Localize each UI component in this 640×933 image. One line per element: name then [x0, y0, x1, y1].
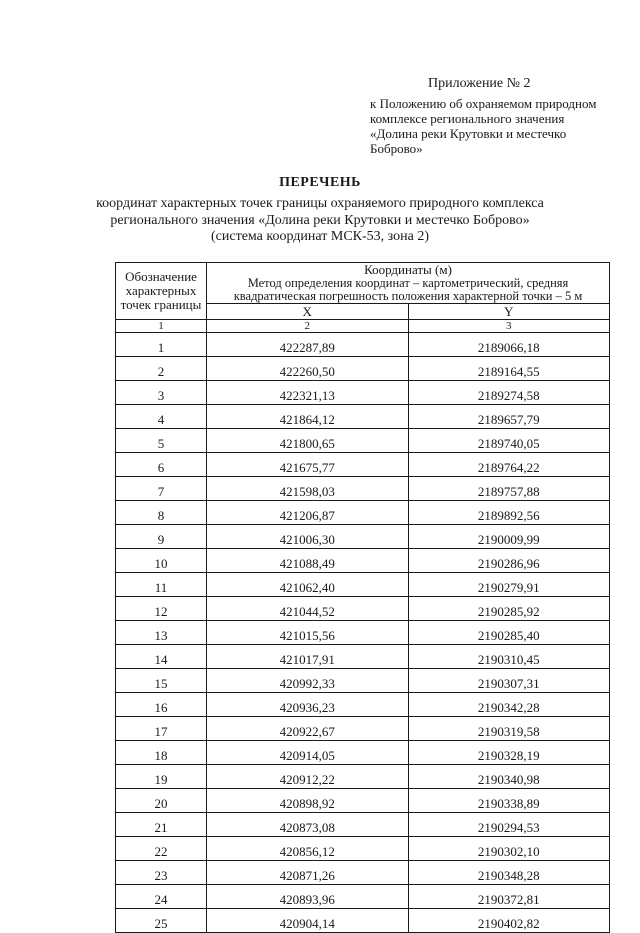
table-row [116, 909, 610, 933]
y-cell: 2189757,88 [408, 477, 610, 501]
y-cell: 2190310,45 [408, 645, 610, 669]
y-cell: 2190302,10 [408, 837, 610, 861]
y-cell: 2189657,79 [408, 405, 610, 429]
x-cell: 421044,52 [207, 597, 409, 621]
point-cell: 14 [116, 645, 207, 669]
table-row [116, 405, 610, 429]
table-body [116, 333, 610, 933]
x-cell: 420992,33 [207, 669, 409, 693]
x-cell: 420914,05 [207, 741, 409, 765]
x-cell: 421006,30 [207, 525, 409, 549]
y-cell: 2190286,96 [408, 549, 610, 573]
table-row [116, 789, 610, 813]
point-cell: 10 [116, 549, 207, 573]
y-cell: 2189764,22 [408, 453, 610, 477]
column-number: 3 [408, 320, 610, 333]
point-cell: 15 [116, 669, 207, 693]
point-cell: 6 [116, 453, 207, 477]
point-cell: 9 [116, 525, 207, 549]
x-cell: 421675,77 [207, 453, 409, 477]
header-coordinates [207, 263, 610, 304]
y-cell: 2189274,58 [408, 381, 610, 405]
table-row [116, 573, 610, 597]
point-cell: 4 [116, 405, 207, 429]
point-cell: 5 [116, 429, 207, 453]
table-row [116, 453, 610, 477]
x-cell: 421062,40 [207, 573, 409, 597]
table-row [116, 693, 610, 717]
point-cell: 8 [116, 501, 207, 525]
table-row [116, 717, 610, 741]
y-cell: 2190338,89 [408, 789, 610, 813]
y-cell: 2189740,05 [408, 429, 610, 453]
header-x: X [207, 304, 409, 320]
y-cell: 2190009,99 [408, 525, 610, 549]
y-cell: 2190348,28 [408, 861, 610, 885]
table-row [116, 429, 610, 453]
column-number: 1 [116, 320, 207, 333]
x-cell: 420873,08 [207, 813, 409, 837]
table-row [116, 837, 610, 861]
table-row [116, 501, 610, 525]
table-row [116, 621, 610, 645]
point-cell: 19 [116, 765, 207, 789]
x-cell: 421206,87 [207, 501, 409, 525]
x-cell: 421088,49 [207, 549, 409, 573]
column-number: 2 [207, 320, 409, 333]
point-cell: 23 [116, 861, 207, 885]
y-cell: 2190319,58 [408, 717, 610, 741]
header-method: Метод определения координат – картометрический, средняя квадратическая погрешность положения характерной точки – 5 м [233, 276, 583, 303]
table-row [116, 525, 610, 549]
y-cell: 2190402,82 [408, 909, 610, 933]
point-cell: 17 [116, 717, 207, 741]
x-cell: 420936,23 [207, 693, 409, 717]
table-header-row [116, 263, 610, 304]
table-row [116, 477, 610, 501]
x-cell: 422287,89 [207, 333, 409, 357]
point-cell: 2 [116, 357, 207, 381]
x-cell: 420912,22 [207, 765, 409, 789]
header-point: Обозначение характерных точек границы [116, 263, 207, 320]
table-row [116, 333, 610, 357]
table-row [116, 741, 610, 765]
x-cell: 421017,91 [207, 645, 409, 669]
table-row [116, 381, 610, 405]
x-cell: 421598,03 [207, 477, 409, 501]
point-cell: 25 [116, 909, 207, 933]
table-column-number-row [116, 320, 610, 333]
y-cell: 2190285,40 [408, 621, 610, 645]
y-cell: 2190340,98 [408, 765, 610, 789]
point-cell: 7 [116, 477, 207, 501]
y-cell: 2190294,53 [408, 813, 610, 837]
table-row [116, 813, 610, 837]
point-cell: 21 [116, 813, 207, 837]
table-row [116, 597, 610, 621]
coordinate-system: (система координат МСК-53, зона 2) [211, 229, 429, 244]
x-cell: 421800,65 [207, 429, 409, 453]
point-cell: 20 [116, 789, 207, 813]
table-row [116, 645, 610, 669]
point-cell: 16 [116, 693, 207, 717]
y-cell: 2190372,81 [408, 885, 610, 909]
x-cell: 422321,13 [207, 381, 409, 405]
table-row [116, 549, 610, 573]
table-row [116, 861, 610, 885]
x-cell: 420922,67 [207, 717, 409, 741]
y-cell: 2189164,55 [408, 357, 610, 381]
point-cell: 22 [116, 837, 207, 861]
x-cell: 420893,96 [207, 885, 409, 909]
y-cell: 2190285,92 [408, 597, 610, 621]
x-cell: 420871,26 [207, 861, 409, 885]
table-row [116, 765, 610, 789]
x-cell: 421864,12 [207, 405, 409, 429]
coordinates-table [115, 262, 610, 933]
point-cell: 11 [116, 573, 207, 597]
document-title: ПЕРЕЧЕНЬ [279, 175, 361, 190]
appendix-title: Приложение № 2 [428, 76, 531, 91]
point-cell: 24 [116, 885, 207, 909]
header-y: Y [408, 304, 610, 320]
y-cell: 2190307,31 [408, 669, 610, 693]
table-row [116, 669, 610, 693]
x-cell: 420898,92 [207, 789, 409, 813]
point-cell: 3 [116, 381, 207, 405]
point-cell: 1 [116, 333, 207, 357]
header-coordinates-label: Координаты (м) [364, 262, 452, 277]
appendix-reference: к Положению об охраняемом природном комплексе регионального значения «Долина реки Крутовки и местечко Боброво» [370, 96, 597, 156]
document-subtitle: координат характерных точек границы охраняемого природного комплекса регионального значения «Долина реки Крутовки и местечко Боброво» [96, 196, 544, 228]
x-cell: 420904,14 [207, 909, 409, 933]
y-cell: 2189066,18 [408, 333, 610, 357]
y-cell: 2189892,56 [408, 501, 610, 525]
y-cell: 2190279,91 [408, 573, 610, 597]
x-cell: 420856,12 [207, 837, 409, 861]
table-row [116, 357, 610, 381]
y-cell: 2190328,19 [408, 741, 610, 765]
x-cell: 422260,50 [207, 357, 409, 381]
point-cell: 13 [116, 621, 207, 645]
point-cell: 18 [116, 741, 207, 765]
x-cell: 421015,56 [207, 621, 409, 645]
y-cell: 2190342,28 [408, 693, 610, 717]
point-cell: 12 [116, 597, 207, 621]
